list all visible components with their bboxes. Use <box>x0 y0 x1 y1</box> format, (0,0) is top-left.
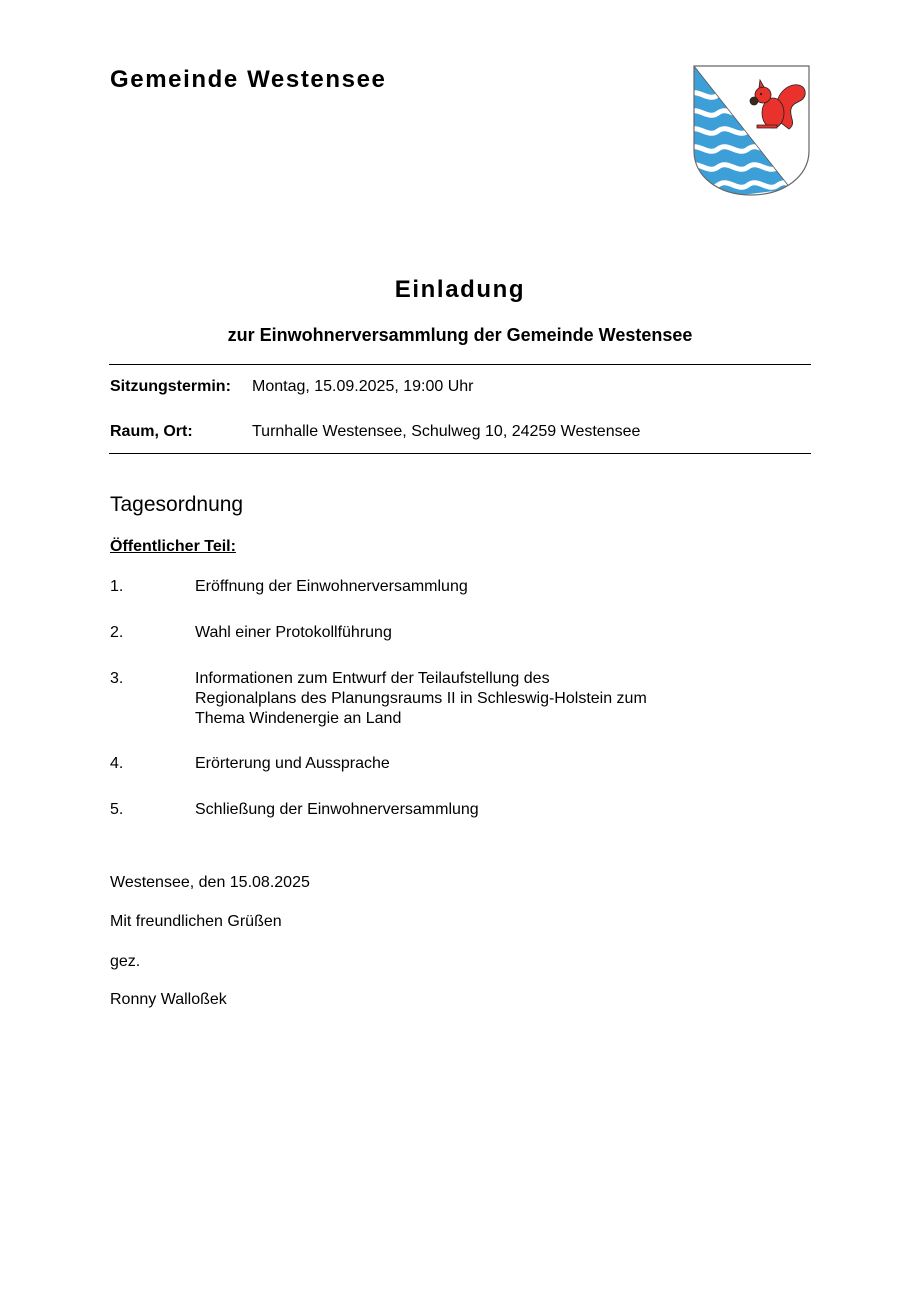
agenda-item-text: Erörterung und Aussprache <box>195 755 390 772</box>
meeting-date-label: Sitzungstermin: <box>110 378 231 395</box>
meeting-place-value: Turnhalle Westensee, Schulweg 10, 24259 Westensee <box>252 423 641 440</box>
coat-of-arms-logo <box>693 65 810 197</box>
divider <box>109 364 811 365</box>
agenda-item-number: 2. <box>110 624 124 641</box>
agenda-item-line: Regionalplans des Planungsraums II in Schleswig-Holstein zum <box>195 690 647 707</box>
public-part-heading: Öffentlicher Teil: <box>110 538 236 555</box>
document-title: Einladung <box>394 276 526 303</box>
organization-name: Gemeinde Westensee <box>110 66 387 93</box>
agenda-item-number: 3. <box>110 670 124 687</box>
agenda-item-number: 4. <box>110 755 124 772</box>
signed-abbreviation: gez. <box>110 953 141 970</box>
agenda-item-line: Thema Windenergie an Land <box>195 710 402 727</box>
agenda-item-text <box>195 669 755 729</box>
agenda-item-number: 1. <box>110 578 124 595</box>
agenda-item-text: Schließung der Einwohnerversammlung <box>195 801 479 818</box>
agenda-item-number: 5. <box>110 801 124 818</box>
signatory-name: Ronny Walloßek <box>110 991 227 1008</box>
agenda-item-line: Informationen zum Entwurf der Teilaufstellung des <box>195 670 550 687</box>
meeting-place-label: Raum, Ort: <box>110 423 193 440</box>
divider <box>109 453 811 454</box>
agenda-item-text: Wahl einer Protokollführung <box>195 624 392 641</box>
greeting: Mit freundlichen Grüßen <box>110 913 282 930</box>
agenda-heading: Tagesordnung <box>110 493 244 516</box>
place-and-date: Westensee, den 15.08.2025 <box>110 874 310 891</box>
meeting-date-value: Montag, 15.09.2025, 19:00 Uhr <box>252 378 474 395</box>
document-subtitle: zur Einwohnerversammlung der Gemeinde Westensee <box>227 325 693 345</box>
agenda-item-text: Eröffnung der Einwohnerversammlung <box>195 578 468 595</box>
